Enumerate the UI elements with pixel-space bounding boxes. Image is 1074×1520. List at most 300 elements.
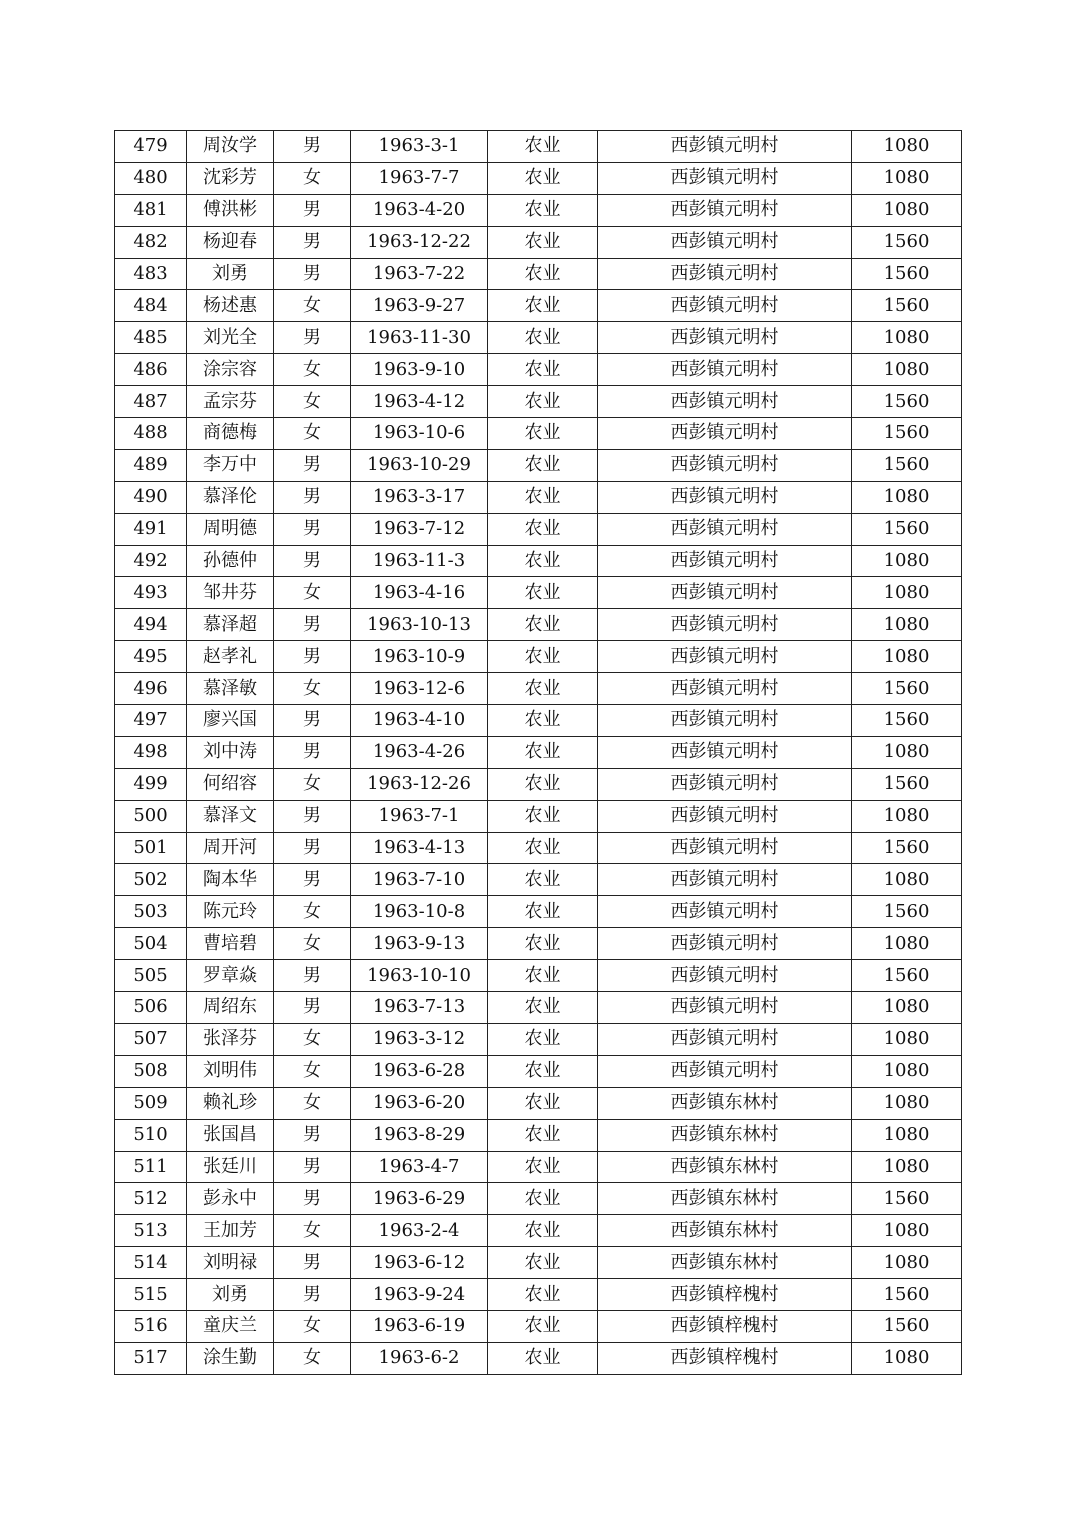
amount-cell: 1080 — [852, 1087, 962, 1119]
address-cell: 西彭镇元明村 — [598, 290, 852, 322]
amount-cell: 1560 — [852, 1310, 962, 1342]
occupation-cell: 农业 — [488, 322, 598, 354]
occupation-cell: 农业 — [488, 386, 598, 418]
occupation-cell: 农业 — [488, 481, 598, 513]
table-row — [115, 1055, 962, 1087]
occupation-cell: 农业 — [488, 1247, 598, 1279]
name-cell: 杨述惠 — [187, 290, 274, 322]
table-row — [115, 609, 962, 641]
occupation-cell: 农业 — [488, 673, 598, 705]
name-cell: 陶本华 — [187, 864, 274, 896]
name-cell: 孙德仲 — [187, 545, 274, 577]
row-number-cell: 503 — [115, 896, 187, 928]
birth-date-cell: 1963-10-29 — [351, 449, 488, 481]
gender-cell: 女 — [274, 290, 351, 322]
gender-cell: 男 — [274, 258, 351, 290]
gender-cell: 男 — [274, 1279, 351, 1311]
name-cell: 曹培碧 — [187, 928, 274, 960]
occupation-cell: 农业 — [488, 992, 598, 1024]
address-cell: 西彭镇元明村 — [598, 481, 852, 513]
gender-cell: 女 — [274, 1310, 351, 1342]
address-cell: 西彭镇元明村 — [598, 418, 852, 450]
name-cell: 王加芳 — [187, 1215, 274, 1247]
name-cell: 刘明伟 — [187, 1055, 274, 1087]
address-cell: 西彭镇元明村 — [598, 864, 852, 896]
birth-date-cell: 1963-12-22 — [351, 226, 488, 258]
row-number-cell: 516 — [115, 1310, 187, 1342]
row-number-cell: 494 — [115, 609, 187, 641]
table-row — [115, 449, 962, 481]
birth-date-cell: 1963-8-29 — [351, 1119, 488, 1151]
address-cell: 西彭镇元明村 — [598, 258, 852, 290]
gender-cell: 女 — [274, 162, 351, 194]
occupation-cell: 农业 — [488, 1342, 598, 1374]
birth-date-cell: 1963-9-10 — [351, 354, 488, 386]
birth-date-cell: 1963-4-13 — [351, 832, 488, 864]
address-cell: 西彭镇元明村 — [598, 386, 852, 418]
table-row — [115, 162, 962, 194]
amount-cell: 1080 — [852, 322, 962, 354]
amount-cell: 1560 — [852, 960, 962, 992]
name-cell: 张国昌 — [187, 1119, 274, 1151]
occupation-cell: 农业 — [488, 832, 598, 864]
birth-date-cell: 1963-3-1 — [351, 131, 488, 163]
address-cell: 西彭镇元明村 — [598, 800, 852, 832]
name-cell: 张泽芬 — [187, 1023, 274, 1055]
birth-date-cell: 1963-7-13 — [351, 992, 488, 1024]
amount-cell: 1560 — [852, 673, 962, 705]
table-row — [115, 194, 962, 226]
gender-cell: 男 — [274, 226, 351, 258]
table-row — [115, 1119, 962, 1151]
amount-cell: 1080 — [852, 162, 962, 194]
table-row — [115, 577, 962, 609]
row-number-cell: 495 — [115, 641, 187, 673]
roster-table — [114, 130, 962, 1375]
occupation-cell: 农业 — [488, 641, 598, 673]
occupation-cell: 农业 — [488, 928, 598, 960]
row-number-cell: 483 — [115, 258, 187, 290]
gender-cell: 女 — [274, 354, 351, 386]
table-row — [115, 960, 962, 992]
row-number-cell: 506 — [115, 992, 187, 1024]
occupation-cell: 农业 — [488, 162, 598, 194]
birth-date-cell: 1963-7-12 — [351, 513, 488, 545]
amount-cell: 1560 — [852, 513, 962, 545]
name-cell: 周开河 — [187, 832, 274, 864]
row-number-cell: 480 — [115, 162, 187, 194]
address-cell: 西彭镇梓槐村 — [598, 1310, 852, 1342]
amount-cell: 1560 — [852, 418, 962, 450]
row-number-cell: 481 — [115, 194, 187, 226]
table-row — [115, 641, 962, 673]
name-cell: 张廷川 — [187, 1151, 274, 1183]
occupation-cell: 农业 — [488, 258, 598, 290]
occupation-cell: 农业 — [488, 226, 598, 258]
row-number-cell: 484 — [115, 290, 187, 322]
birth-date-cell: 1963-4-26 — [351, 736, 488, 768]
amount-cell: 1080 — [852, 1151, 962, 1183]
gender-cell: 女 — [274, 418, 351, 450]
row-number-cell: 504 — [115, 928, 187, 960]
occupation-cell: 农业 — [488, 1310, 598, 1342]
table-row — [115, 800, 962, 832]
amount-cell: 1560 — [852, 386, 962, 418]
address-cell: 西彭镇元明村 — [598, 992, 852, 1024]
table-row — [115, 1279, 962, 1311]
amount-cell: 1560 — [852, 258, 962, 290]
row-number-cell: 488 — [115, 418, 187, 450]
address-cell: 西彭镇元明村 — [598, 449, 852, 481]
amount-cell: 1080 — [852, 1215, 962, 1247]
name-cell: 涂生勤 — [187, 1342, 274, 1374]
table-row — [115, 290, 962, 322]
gender-cell: 男 — [274, 1183, 351, 1215]
birth-date-cell: 1963-4-12 — [351, 386, 488, 418]
table-row — [115, 1151, 962, 1183]
birth-date-cell: 1963-11-3 — [351, 545, 488, 577]
row-number-cell: 479 — [115, 131, 187, 163]
row-number-cell: 509 — [115, 1087, 187, 1119]
address-cell: 西彭镇元明村 — [598, 832, 852, 864]
row-number-cell: 512 — [115, 1183, 187, 1215]
row-number-cell: 497 — [115, 705, 187, 737]
gender-cell: 男 — [274, 481, 351, 513]
name-cell: 周汝学 — [187, 131, 274, 163]
row-number-cell: 498 — [115, 736, 187, 768]
address-cell: 西彭镇东林村 — [598, 1119, 852, 1151]
gender-cell: 男 — [274, 449, 351, 481]
address-cell: 西彭镇东林村 — [598, 1247, 852, 1279]
table-row — [115, 386, 962, 418]
row-number-cell: 491 — [115, 513, 187, 545]
amount-cell: 1080 — [852, 1055, 962, 1087]
gender-cell: 男 — [274, 1119, 351, 1151]
birth-date-cell: 1963-4-16 — [351, 577, 488, 609]
gender-cell: 女 — [274, 1023, 351, 1055]
gender-cell: 男 — [274, 609, 351, 641]
birth-date-cell: 1963-6-12 — [351, 1247, 488, 1279]
occupation-cell: 农业 — [488, 736, 598, 768]
row-number-cell: 486 — [115, 354, 187, 386]
birth-date-cell: 1963-4-7 — [351, 1151, 488, 1183]
birth-date-cell: 1963-7-7 — [351, 162, 488, 194]
table-row — [115, 1247, 962, 1279]
birth-date-cell: 1963-3-17 — [351, 481, 488, 513]
occupation-cell: 农业 — [488, 1023, 598, 1055]
gender-cell: 男 — [274, 545, 351, 577]
table-row — [115, 928, 962, 960]
address-cell: 西彭镇元明村 — [598, 736, 852, 768]
amount-cell: 1080 — [852, 354, 962, 386]
table-row — [115, 1215, 962, 1247]
name-cell: 罗章焱 — [187, 960, 274, 992]
table-row — [115, 1342, 962, 1374]
occupation-cell: 农业 — [488, 354, 598, 386]
birth-date-cell: 1963-10-13 — [351, 609, 488, 641]
row-number-cell: 507 — [115, 1023, 187, 1055]
row-number-cell: 511 — [115, 1151, 187, 1183]
name-cell: 赖礼珍 — [187, 1087, 274, 1119]
name-cell: 傅洪彬 — [187, 194, 274, 226]
row-number-cell: 510 — [115, 1119, 187, 1151]
row-number-cell: 517 — [115, 1342, 187, 1374]
occupation-cell: 农业 — [488, 131, 598, 163]
occupation-cell: 农业 — [488, 864, 598, 896]
table-row — [115, 768, 962, 800]
name-cell: 赵孝礼 — [187, 641, 274, 673]
amount-cell: 1560 — [852, 1279, 962, 1311]
table-row — [115, 418, 962, 450]
address-cell: 西彭镇元明村 — [598, 609, 852, 641]
gender-cell: 女 — [274, 768, 351, 800]
address-cell: 西彭镇元明村 — [598, 162, 852, 194]
address-cell: 西彭镇元明村 — [598, 673, 852, 705]
birth-date-cell: 1963-11-30 — [351, 322, 488, 354]
amount-cell: 1080 — [852, 545, 962, 577]
name-cell: 刘勇 — [187, 258, 274, 290]
address-cell: 西彭镇东林村 — [598, 1087, 852, 1119]
occupation-cell: 农业 — [488, 449, 598, 481]
table-row — [115, 354, 962, 386]
table-row — [115, 481, 962, 513]
gender-cell: 男 — [274, 960, 351, 992]
amount-cell: 1560 — [852, 768, 962, 800]
birth-date-cell: 1963-12-6 — [351, 673, 488, 705]
gender-cell: 女 — [274, 1087, 351, 1119]
address-cell: 西彭镇元明村 — [598, 1023, 852, 1055]
gender-cell: 男 — [274, 992, 351, 1024]
address-cell: 西彭镇梓槐村 — [598, 1279, 852, 1311]
birth-date-cell: 1963-9-27 — [351, 290, 488, 322]
birth-date-cell: 1963-10-6 — [351, 418, 488, 450]
row-number-cell: 500 — [115, 800, 187, 832]
row-number-cell: 485 — [115, 322, 187, 354]
gender-cell: 男 — [274, 194, 351, 226]
occupation-cell: 农业 — [488, 960, 598, 992]
table-row — [115, 705, 962, 737]
birth-date-cell: 1963-6-2 — [351, 1342, 488, 1374]
amount-cell: 1080 — [852, 609, 962, 641]
table-row — [115, 864, 962, 896]
row-number-cell: 489 — [115, 449, 187, 481]
gender-cell: 男 — [274, 641, 351, 673]
table-row — [115, 545, 962, 577]
gender-cell: 男 — [274, 1247, 351, 1279]
table-row — [115, 322, 962, 354]
gender-cell: 女 — [274, 1055, 351, 1087]
row-number-cell: 513 — [115, 1215, 187, 1247]
name-cell: 李万中 — [187, 449, 274, 481]
birth-date-cell: 1963-2-4 — [351, 1215, 488, 1247]
birth-date-cell: 1963-6-29 — [351, 1183, 488, 1215]
row-number-cell: 490 — [115, 481, 187, 513]
name-cell: 杨迎春 — [187, 226, 274, 258]
occupation-cell: 农业 — [488, 1183, 598, 1215]
occupation-cell: 农业 — [488, 768, 598, 800]
birth-date-cell: 1963-9-13 — [351, 928, 488, 960]
amount-cell: 1560 — [852, 832, 962, 864]
gender-cell: 男 — [274, 131, 351, 163]
address-cell: 西彭镇元明村 — [598, 641, 852, 673]
occupation-cell: 农业 — [488, 545, 598, 577]
address-cell: 西彭镇元明村 — [598, 131, 852, 163]
birth-date-cell: 1963-9-24 — [351, 1279, 488, 1311]
amount-cell: 1080 — [852, 641, 962, 673]
name-cell: 慕泽敏 — [187, 673, 274, 705]
occupation-cell: 农业 — [488, 513, 598, 545]
name-cell: 周绍东 — [187, 992, 274, 1024]
name-cell: 陈元玲 — [187, 896, 274, 928]
amount-cell: 1080 — [852, 1119, 962, 1151]
amount-cell: 1080 — [852, 800, 962, 832]
birth-date-cell: 1963-4-10 — [351, 705, 488, 737]
occupation-cell: 农业 — [488, 1215, 598, 1247]
amount-cell: 1560 — [852, 449, 962, 481]
name-cell: 刘勇 — [187, 1279, 274, 1311]
address-cell: 西彭镇元明村 — [598, 226, 852, 258]
table-row — [115, 1310, 962, 1342]
address-cell: 西彭镇元明村 — [598, 768, 852, 800]
name-cell: 商德梅 — [187, 418, 274, 450]
occupation-cell: 农业 — [488, 609, 598, 641]
name-cell: 涂宗容 — [187, 354, 274, 386]
name-cell: 慕泽伦 — [187, 481, 274, 513]
row-number-cell: 501 — [115, 832, 187, 864]
address-cell: 西彭镇元明村 — [598, 354, 852, 386]
birth-date-cell: 1963-10-9 — [351, 641, 488, 673]
name-cell: 孟宗芬 — [187, 386, 274, 418]
gender-cell: 男 — [274, 1151, 351, 1183]
table-row — [115, 513, 962, 545]
occupation-cell: 农业 — [488, 577, 598, 609]
amount-cell: 1080 — [852, 1023, 962, 1055]
address-cell: 西彭镇东林村 — [598, 1151, 852, 1183]
birth-date-cell: 1963-10-8 — [351, 896, 488, 928]
occupation-cell: 农业 — [488, 1055, 598, 1087]
address-cell: 西彭镇元明村 — [598, 322, 852, 354]
row-number-cell: 514 — [115, 1247, 187, 1279]
table-row — [115, 258, 962, 290]
gender-cell: 男 — [274, 736, 351, 768]
name-cell: 周明德 — [187, 513, 274, 545]
table-row — [115, 131, 962, 163]
table-row — [115, 1087, 962, 1119]
amount-cell: 1560 — [852, 226, 962, 258]
name-cell: 彭永中 — [187, 1183, 274, 1215]
address-cell: 西彭镇元明村 — [598, 513, 852, 545]
row-number-cell: 508 — [115, 1055, 187, 1087]
name-cell: 刘中涛 — [187, 736, 274, 768]
birth-date-cell: 1963-6-20 — [351, 1087, 488, 1119]
address-cell: 西彭镇元明村 — [598, 577, 852, 609]
table-row — [115, 736, 962, 768]
address-cell: 西彭镇东林村 — [598, 1183, 852, 1215]
name-cell: 慕泽文 — [187, 800, 274, 832]
occupation-cell: 农业 — [488, 705, 598, 737]
table-row — [115, 673, 962, 705]
occupation-cell: 农业 — [488, 418, 598, 450]
table-row — [115, 1023, 962, 1055]
gender-cell: 男 — [274, 800, 351, 832]
table-row — [115, 226, 962, 258]
birth-date-cell: 1963-4-20 — [351, 194, 488, 226]
gender-cell: 女 — [274, 673, 351, 705]
amount-cell: 1080 — [852, 194, 962, 226]
gender-cell: 女 — [274, 928, 351, 960]
amount-cell: 1080 — [852, 481, 962, 513]
occupation-cell: 农业 — [488, 800, 598, 832]
amount-cell: 1080 — [852, 577, 962, 609]
occupation-cell: 农业 — [488, 1119, 598, 1151]
gender-cell: 男 — [274, 864, 351, 896]
table-row — [115, 832, 962, 864]
row-number-cell: 482 — [115, 226, 187, 258]
table-row — [115, 992, 962, 1024]
row-number-cell: 499 — [115, 768, 187, 800]
address-cell: 西彭镇元明村 — [598, 896, 852, 928]
row-number-cell: 505 — [115, 960, 187, 992]
table-row — [115, 896, 962, 928]
row-number-cell: 502 — [115, 864, 187, 896]
address-cell: 西彭镇元明村 — [598, 928, 852, 960]
row-number-cell: 487 — [115, 386, 187, 418]
birth-date-cell: 1963-10-10 — [351, 960, 488, 992]
address-cell: 西彭镇元明村 — [598, 960, 852, 992]
occupation-cell: 农业 — [488, 1087, 598, 1119]
address-cell: 西彭镇东林村 — [598, 1215, 852, 1247]
gender-cell: 男 — [274, 832, 351, 864]
gender-cell: 女 — [274, 1215, 351, 1247]
name-cell: 邹井芬 — [187, 577, 274, 609]
name-cell: 童庆兰 — [187, 1310, 274, 1342]
amount-cell: 1560 — [852, 1183, 962, 1215]
birth-date-cell: 1963-3-12 — [351, 1023, 488, 1055]
amount-cell: 1080 — [852, 736, 962, 768]
row-number-cell: 515 — [115, 1279, 187, 1311]
amount-cell: 1080 — [852, 992, 962, 1024]
birth-date-cell: 1963-6-19 — [351, 1310, 488, 1342]
birth-date-cell: 1963-6-28 — [351, 1055, 488, 1087]
roster-table-body — [115, 131, 962, 1375]
gender-cell: 女 — [274, 386, 351, 418]
amount-cell: 1560 — [852, 705, 962, 737]
address-cell: 西彭镇元明村 — [598, 194, 852, 226]
address-cell: 西彭镇梓槐村 — [598, 1342, 852, 1374]
birth-date-cell: 1963-7-22 — [351, 258, 488, 290]
amount-cell: 1080 — [852, 1342, 962, 1374]
amount-cell: 1080 — [852, 131, 962, 163]
row-number-cell: 496 — [115, 673, 187, 705]
name-cell: 刘光全 — [187, 322, 274, 354]
table-row — [115, 1183, 962, 1215]
amount-cell: 1080 — [852, 864, 962, 896]
gender-cell: 女 — [274, 1342, 351, 1374]
amount-cell: 1560 — [852, 290, 962, 322]
name-cell: 沈彩芳 — [187, 162, 274, 194]
gender-cell: 男 — [274, 513, 351, 545]
birth-date-cell: 1963-7-1 — [351, 800, 488, 832]
name-cell: 廖兴国 — [187, 705, 274, 737]
name-cell: 慕泽超 — [187, 609, 274, 641]
occupation-cell: 农业 — [488, 896, 598, 928]
occupation-cell: 农业 — [488, 290, 598, 322]
amount-cell: 1080 — [852, 1247, 962, 1279]
gender-cell: 女 — [274, 896, 351, 928]
address-cell: 西彭镇元明村 — [598, 705, 852, 737]
name-cell: 刘明禄 — [187, 1247, 274, 1279]
occupation-cell: 农业 — [488, 194, 598, 226]
